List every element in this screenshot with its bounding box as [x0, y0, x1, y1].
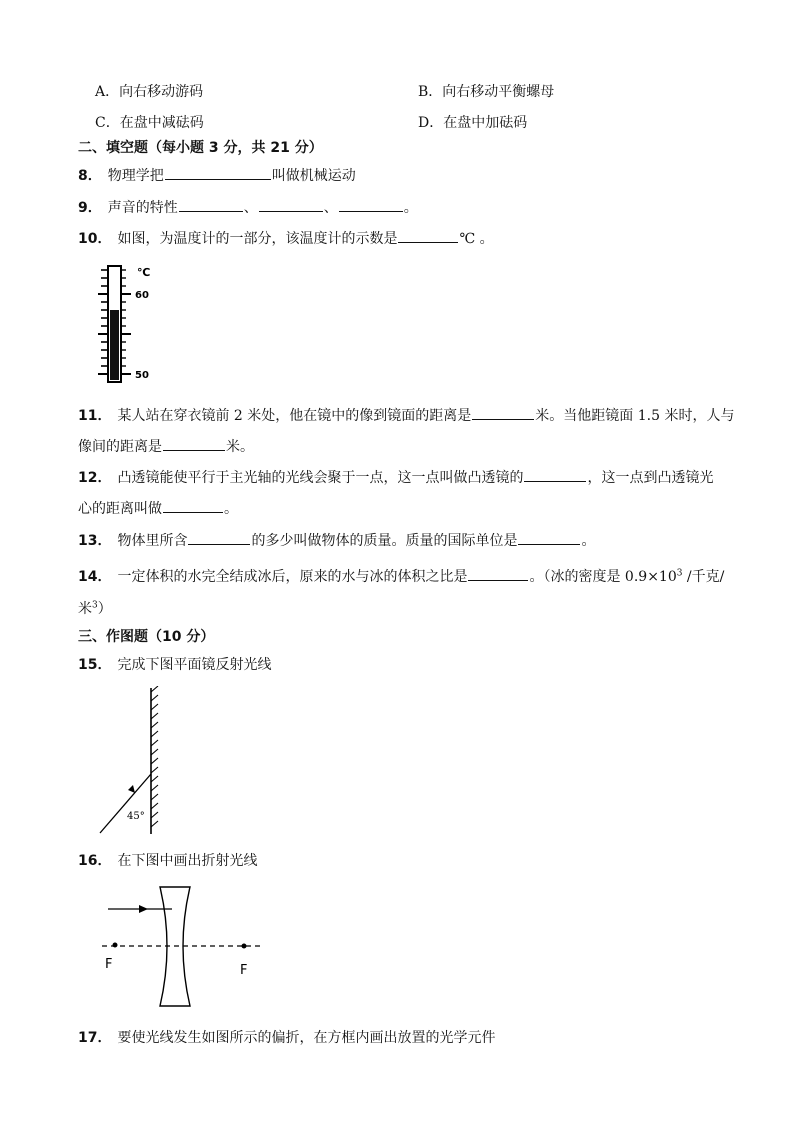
answer-blank[interactable] — [179, 197, 243, 212]
hatch-mark — [151, 758, 158, 764]
question-text: /千克/ — [682, 569, 725, 585]
option-a: A．向右移动游码 — [95, 84, 204, 100]
hatch-mark — [151, 821, 158, 827]
answer-blank[interactable] — [468, 566, 528, 581]
hatch-mark — [151, 695, 158, 701]
hatch-mark — [151, 704, 158, 710]
answer-blank[interactable] — [472, 405, 534, 420]
section-title-drawing: 三、作图题（10 分） — [78, 629, 215, 645]
question-text: ，这一点到凸透镜光 — [587, 470, 714, 486]
focus-label-left: F — [105, 957, 113, 972]
question-text: 。 — [224, 501, 238, 517]
answer-blank[interactable] — [188, 530, 250, 545]
option-d: D．在盘中加砝码 — [418, 115, 528, 131]
focus-point-right — [242, 944, 247, 949]
question-9 — [78, 197, 418, 218]
concave-lens-figure — [100, 882, 270, 1012]
question-15 — [78, 655, 271, 675]
separator: 、 — [323, 200, 338, 216]
question-13 — [78, 530, 595, 551]
question-text: 叫做机械运动 — [271, 168, 356, 184]
answer-blank[interactable] — [524, 467, 586, 482]
answer-blank[interactable] — [163, 498, 223, 513]
hatch-mark — [151, 812, 158, 818]
question-number: 9． — [78, 200, 102, 216]
hatch-mark — [151, 731, 158, 737]
question-text: 如图，为温度计的一部分，该温度计的示数是 — [117, 231, 398, 247]
hatch-mark — [151, 686, 158, 692]
question-text: 物体里所含 — [117, 533, 188, 549]
answer-blank[interactable] — [259, 197, 323, 212]
answer-blank[interactable] — [163, 436, 225, 451]
incident-ray-arrow — [139, 905, 148, 913]
question-number: 12． — [78, 470, 112, 486]
hatch-mark — [151, 776, 158, 782]
question-number: 14． — [78, 569, 112, 585]
answer-blank[interactable] — [518, 530, 580, 545]
hatch-mark — [151, 803, 158, 809]
hatch-mark — [151, 740, 158, 746]
option-b: B．向右移动平衡螺母 — [418, 84, 555, 100]
question-text: 米。 — [226, 439, 254, 455]
question-12 — [78, 467, 713, 488]
question-10 — [78, 228, 494, 249]
question-text: 。 — [581, 533, 596, 549]
question-text: 在下图中画出折射光线 — [117, 853, 258, 869]
thermometer-figure — [95, 262, 165, 386]
question-text: 某人站在穿衣镜前 2 米处，他在镜中的像到镜面的距离是 — [117, 408, 472, 424]
question-number: 16． — [78, 853, 112, 869]
plane-mirror-figure — [95, 686, 175, 838]
question-text: 心的距离叫做 — [78, 501, 162, 517]
question-8 — [78, 165, 356, 186]
question-11-line2 — [78, 436, 254, 457]
answer-blank[interactable] — [165, 165, 271, 180]
question-text: 米 — [78, 601, 92, 617]
hatch-mark — [151, 722, 158, 728]
question-text: 凸透镜能使平行于主光轴的光线会聚于一点，这一点叫做凸透镜的 — [117, 470, 524, 486]
question-number: 13． — [78, 533, 112, 549]
question-number: 8． — [78, 168, 102, 184]
question-text: 。（冰的密度是 0.9×10 — [529, 569, 677, 585]
focus-label-right: F — [240, 963, 248, 978]
question-number: 17． — [78, 1030, 112, 1046]
question-text: ℃ 。 — [459, 231, 494, 247]
hatch-mark — [151, 767, 158, 773]
question-text: 物理学把 — [107, 168, 164, 184]
question-text: 像间的距离是 — [78, 439, 162, 455]
question-text: 一定体积的水完全结成冰后，原来的水与冰的体积之比是 — [117, 569, 468, 585]
angle-label: 45° — [127, 811, 145, 822]
thermometer-label-60: 60 — [135, 290, 149, 301]
hatch-mark — [151, 749, 158, 755]
hatch-mark — [151, 713, 158, 719]
question-14 — [78, 566, 724, 587]
question-14-line2 — [78, 599, 112, 619]
question-text: 的多少叫做物体的质量。质量的国际单位是 — [251, 533, 518, 549]
thermometer-label-50: 50 — [135, 370, 149, 381]
answer-blank[interactable] — [339, 197, 403, 212]
incident-ray — [100, 774, 151, 833]
exponent: 3 — [92, 600, 98, 611]
section-title-fill-in: 二、填空题（每小题 3 分，共 21 分） — [78, 140, 323, 156]
separator: 、 — [243, 200, 258, 216]
focus-point-left — [113, 943, 118, 948]
question-11 — [78, 405, 734, 426]
hatch-mark — [151, 785, 158, 791]
mirror-hatching — [151, 686, 158, 827]
question-text: 要使光线发生如图所示的偏折，在方框内画出放置的光学元件 — [117, 1030, 496, 1046]
question-text: 。 — [403, 200, 418, 216]
answer-blank[interactable] — [398, 228, 458, 243]
thermometer-liquid — [110, 310, 119, 380]
question-12-line2 — [78, 498, 238, 519]
question-number: 10． — [78, 231, 112, 247]
thermometer-unit: ℃ — [137, 266, 151, 279]
question-text: 米。当他距镜面 1.5 米时，人与 — [535, 408, 735, 424]
question-17 — [78, 1028, 495, 1048]
question-text: 声音的特性 — [107, 200, 178, 216]
question-number: 15． — [78, 657, 112, 673]
question-text: 完成下图平面镜反射光线 — [117, 657, 272, 673]
question-number: 11． — [78, 408, 112, 424]
exponent: 3 — [676, 568, 683, 579]
option-c: C．在盘中减砝码 — [95, 115, 204, 131]
incident-ray-arrow — [128, 785, 135, 793]
question-16 — [78, 851, 257, 871]
hatch-mark — [151, 794, 158, 800]
question-text: ） — [97, 601, 112, 617]
